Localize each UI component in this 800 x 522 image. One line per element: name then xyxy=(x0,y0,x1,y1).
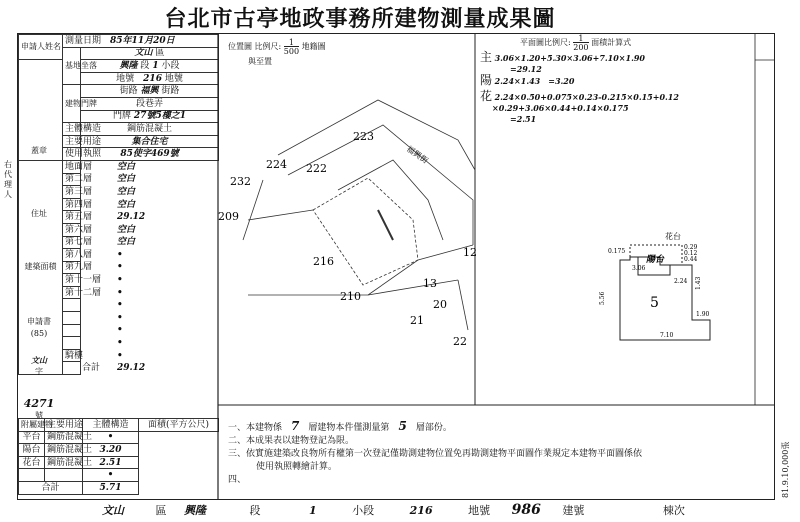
building-outline xyxy=(313,178,418,285)
applicant-code: (85) xyxy=(30,329,48,338)
floor-area: • xyxy=(117,275,123,286)
agent-label: 右代理人 xyxy=(4,160,12,199)
floor-name: 第九層 xyxy=(65,262,93,273)
note-1-floors: 7 xyxy=(291,419,300,433)
floor-area: 空白 xyxy=(117,174,136,185)
note-4: 四、 xyxy=(228,475,247,485)
annex-struct: 鋼筋混凝土 xyxy=(45,444,83,457)
footer-bldg-unit: 建號 xyxy=(562,504,585,517)
road-name: 福興街 xyxy=(404,144,430,166)
section: 興隆 xyxy=(119,60,138,71)
location-header: 位置圖 比例尺: $\frac{1}{500}$ 地籍圖 與至置 xyxy=(228,38,326,66)
document-title: 台北市古亭地政事務所建物測量成果圖 xyxy=(164,6,556,32)
lot-232: 232 xyxy=(230,175,251,188)
floor-total-value: 29.12 xyxy=(117,363,146,374)
license-label: 使用執照 xyxy=(63,148,81,161)
note-1-prefix: 一、本建物係 xyxy=(228,423,283,433)
floor-area: 空白 xyxy=(117,186,136,197)
annex-use: 平台 xyxy=(19,431,45,444)
floor-name: 第十一層 xyxy=(65,275,102,286)
annex-total: 5.71 xyxy=(83,481,139,494)
footer-district: 文山 xyxy=(102,504,124,517)
floor-area-label: 建築面積 xyxy=(19,160,63,374)
district-unit: 區 xyxy=(155,48,165,59)
floor-area: • xyxy=(117,350,123,361)
side-stamp: 81.9.10,000張 xyxy=(781,441,790,498)
lot-223: 223 xyxy=(353,130,374,143)
lane-cell: 段巷弄 xyxy=(81,97,219,110)
footer-landno: 216 xyxy=(409,504,433,517)
annex-area: 2.51 xyxy=(83,456,139,469)
seal-label: 蓋章 xyxy=(31,146,47,155)
applicant-no-label: 號 xyxy=(35,411,43,420)
annex-area: 3.20 xyxy=(83,444,139,457)
dim-8: 0.12 xyxy=(684,250,698,257)
lot-21: 21 xyxy=(410,314,424,327)
dim-5: 1.43 xyxy=(695,276,702,290)
note-1-suffix: 層部份。 xyxy=(415,423,452,433)
dim-3: 7.10 xyxy=(660,332,674,339)
main-char: 主 xyxy=(480,50,493,64)
footer xyxy=(17,502,775,518)
floor-name: 第十二層 xyxy=(65,287,102,298)
floor-plan xyxy=(590,225,730,345)
lot-22: 22 xyxy=(453,335,467,348)
footer-bldg-no: 986 xyxy=(511,502,541,518)
survey-date-label: 測量日期 xyxy=(65,35,102,46)
plan-scale-num: 1 xyxy=(578,34,584,43)
lot-12: 12 xyxy=(463,246,477,259)
dim-10: 0.175 xyxy=(608,248,626,255)
floor-area: • xyxy=(117,300,123,311)
plan-scale-den: 200 xyxy=(573,43,589,52)
annex-struct: 鋼筋混凝土 xyxy=(45,431,83,444)
balcony-result: =3.20 xyxy=(548,76,575,86)
road-edge-north xyxy=(278,100,475,170)
dim-6: 2.24 xyxy=(674,278,688,285)
footer-district-unit: 區 xyxy=(155,504,167,517)
main-result: =29.12 xyxy=(510,64,542,74)
floor-name: 第四層 xyxy=(65,199,93,210)
annex-struct: 鋼筋混凝土 xyxy=(45,456,83,469)
floor-area: • xyxy=(117,312,123,323)
main-formula: 3.06×1.20+5.30×3.06+7.10×1.90 xyxy=(494,53,645,63)
survey-date: 85年11月20日 xyxy=(110,35,175,46)
license: 85使字469號 xyxy=(81,148,219,161)
plan-scale-label: 平面圖比例尺 xyxy=(520,38,568,47)
yangtai-label: 陽台 xyxy=(646,255,665,265)
huatai-label: 花台 xyxy=(665,232,681,241)
floor-area: • xyxy=(117,338,123,349)
landno: 216 xyxy=(143,73,162,84)
lot-209: 209 xyxy=(218,210,239,223)
floor-area: • xyxy=(117,249,123,260)
street: 福興 xyxy=(140,86,159,97)
lot-boundary-2 xyxy=(248,210,313,220)
seat-label: 住址 xyxy=(31,209,47,218)
floor-area: • xyxy=(117,287,123,298)
floor-area: • xyxy=(117,262,123,273)
plan-header: 平面圖比例尺: $\frac{1}{200}$ 面積計算式 xyxy=(520,34,632,52)
floor-area: 空白 xyxy=(117,237,136,248)
annex-label: 附屬建物 xyxy=(19,419,45,432)
lot-20: 20 xyxy=(433,298,447,311)
location-scale-den: 500 xyxy=(283,47,300,56)
street-unit: 街路 xyxy=(161,86,180,97)
district: 文山 xyxy=(134,48,153,59)
main-use-label: 主要用途 xyxy=(63,135,81,148)
subsection-unit: 小段 xyxy=(161,60,180,71)
planter-formula-2: ×0.29+3.06×0.44+0.14×0.175 xyxy=(492,103,629,113)
application-label: 申請書 xyxy=(27,317,51,326)
location-scale-num: 1 xyxy=(288,38,294,47)
applicant-no: 4271 xyxy=(23,397,55,410)
note-1 xyxy=(228,420,748,435)
dim-4: 1.90 xyxy=(696,311,710,318)
floor-name: 第六層 xyxy=(65,224,93,235)
floor-name: 騎樓 xyxy=(65,350,84,361)
floor-area: 空白 xyxy=(117,199,136,210)
subsection: 1 xyxy=(152,60,159,71)
landno-label: 地號 xyxy=(116,73,135,84)
floor-name: 第八層 xyxy=(65,249,93,260)
lot-224: 224 xyxy=(266,158,287,171)
applicant-district: 文山 xyxy=(31,355,47,365)
balcony-formula: 2.24×1.43 xyxy=(494,76,541,86)
area-formulas xyxy=(480,52,679,125)
lot-labels xyxy=(218,130,477,348)
main-struct-label: 主體構造 xyxy=(63,123,81,136)
footer-section: 興隆 xyxy=(184,504,206,517)
floor-number: 5 xyxy=(650,295,659,311)
target-building xyxy=(378,210,393,240)
location-scale-label: 比例尺 xyxy=(254,42,279,51)
floor-name: 地面層 xyxy=(65,161,93,172)
door: 27號5樓之1 xyxy=(133,111,186,122)
planter-formula-1: 2.24×0.50+0.075×0.23-0.215×0.15+0.12 xyxy=(494,92,679,102)
planter-char: 花 xyxy=(480,89,493,103)
lot-216: 216 xyxy=(313,255,334,268)
note-1-mid: 層建物本件僅測量第 xyxy=(308,423,390,433)
main-use: 集合住宅 xyxy=(81,135,219,148)
site-label: 基地坐落 xyxy=(63,47,81,85)
footer-subsection: 1 xyxy=(309,504,317,517)
footer-section-unit: 段 xyxy=(249,504,261,517)
annex-use: 花台 xyxy=(19,456,45,469)
dim-1: 5.56 xyxy=(599,291,606,305)
location-map-label: 地籍圖 xyxy=(301,42,326,51)
annex-area: • xyxy=(83,469,139,482)
location-note: 與至置 xyxy=(248,57,272,66)
lot-boundary-5 xyxy=(458,280,468,330)
annex-head-use: 主要用途 xyxy=(45,419,83,432)
lot-210: 210 xyxy=(340,290,361,303)
floor-total-label: 合計 xyxy=(81,363,100,374)
floor-area: 29.12 xyxy=(117,212,146,223)
note-3: 三、依實施建築改良物所有權第一次登記僅勘測建物位置免再勘測建物平面圖作業規定本建物平面圖係依 xyxy=(228,449,643,459)
dim-9: 0.44 xyxy=(684,256,698,263)
lot-boundary-4 xyxy=(368,245,473,295)
footer-subsection-unit: 小段 xyxy=(352,504,375,517)
lot-222: 222 xyxy=(306,162,327,175)
road-edge-south xyxy=(288,125,473,245)
lot-boundary-1 xyxy=(338,160,443,240)
floor-name: 第五層 xyxy=(65,212,93,223)
footer-batch-label: 棟次 xyxy=(662,504,685,517)
annex-use: 陽台 xyxy=(19,444,45,457)
applicant-label: 申請人姓名 xyxy=(19,35,63,60)
main-struct: 鋼筋混凝土 xyxy=(81,123,219,136)
door-label: 門牌 xyxy=(113,111,132,122)
street-label: 街路 xyxy=(119,86,138,97)
note-3b: 使用執照轉繪計算。 xyxy=(256,462,338,472)
lot-13: 13 xyxy=(423,277,437,290)
floor-area: 空白 xyxy=(117,161,136,172)
floor-name: 第七層 xyxy=(65,237,93,248)
annex-area: • xyxy=(83,431,139,444)
calc-label: 面積計算式 xyxy=(591,38,632,47)
floor-area: 空白 xyxy=(117,224,136,235)
cadastral-map xyxy=(218,60,475,405)
planter-result: =2.51 xyxy=(510,114,537,124)
bldg-addr-label: 建物門牌 xyxy=(63,85,81,123)
floor-area: • xyxy=(117,325,123,336)
note-1-floor: 5 xyxy=(398,419,407,433)
notes xyxy=(228,420,748,487)
floor-name: 第三層 xyxy=(65,186,93,197)
footer-landno-unit: 地號 xyxy=(468,504,491,517)
plan-scale xyxy=(573,34,588,52)
note-2: 二、本成果表以建物登記為限。 xyxy=(228,436,355,446)
balcony-char: 陽 xyxy=(480,73,493,87)
section-unit: 段 xyxy=(140,60,150,71)
dim-2: 3.06 xyxy=(632,265,646,272)
lot-boundary-6 xyxy=(243,180,263,240)
landno-unit: 地號 xyxy=(164,73,183,84)
annex-total-label: 合計 xyxy=(19,481,83,494)
annex-head-area: 面積(平方公尺) xyxy=(139,419,219,432)
dim-7: 0.29 xyxy=(684,244,698,251)
location-scale xyxy=(284,38,299,56)
applicant-word: 字 xyxy=(35,367,43,376)
location-label: 位置圖 xyxy=(228,42,252,51)
annex-head-struct: 主體構造 xyxy=(83,419,139,432)
floor-name: 第二層 xyxy=(65,174,93,185)
